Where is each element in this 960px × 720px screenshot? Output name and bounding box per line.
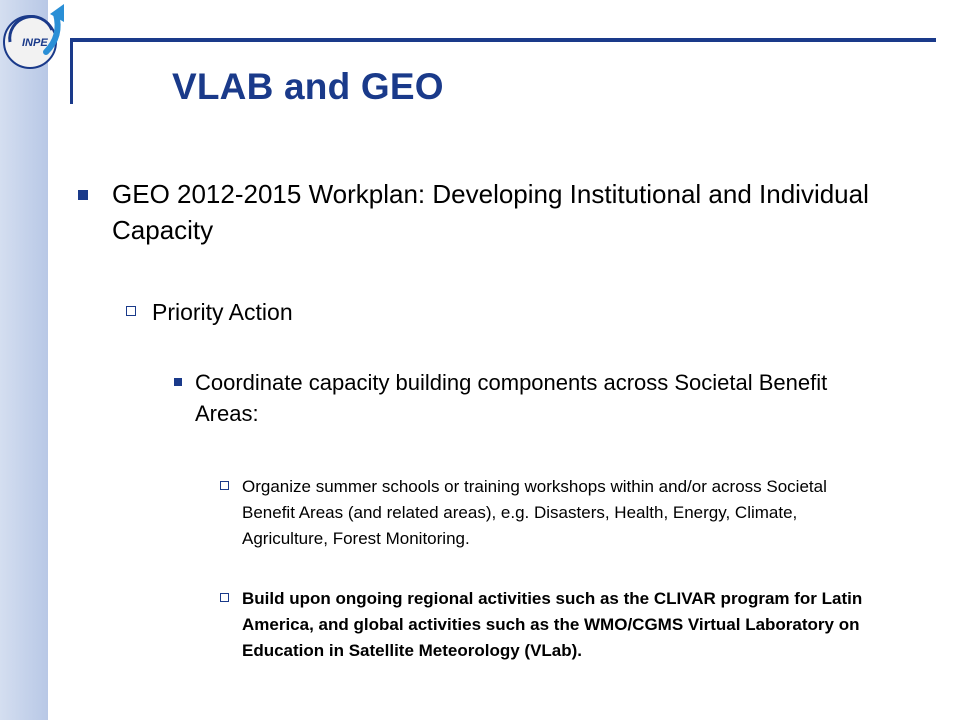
hollow-square-bullet-icon [220,593,229,602]
inpe-logo [0,0,82,78]
hollow-square-bullet-icon [126,306,136,316]
bullet-level4-text: Build upon ongoing regional activities such as the CLIVAR program for Latin America, and global activities such as the WMO/CGMS Virtual Laboratory on Education in Satellite Meteorology (VLab). [242,589,863,660]
left-decorative-bar [0,0,48,720]
bullet-level1-text: GEO 2012-2015 Workplan: Developing Institutional and Individual Capacity [112,179,869,245]
bullet-level4-text: Organize summer schools or training workshops within and/or across Societal Benefit Areas (and related areas), e.g. Disasters, Health, Energy, Climate, Agriculture, Forest Monitoring. [242,477,827,548]
top-rule-line [72,38,936,42]
square-bullet-icon [174,378,182,386]
slide-title: VLAB and GEO [172,66,444,107]
bullet-level3-text: Coordinate capacity building components across Societal Benefit Areas: [195,370,828,426]
square-bullet-icon [78,190,88,200]
logo-text: INPE [22,37,48,49]
hollow-square-bullet-icon [220,481,229,490]
bullet-level2-text: Priority Action [152,299,293,325]
